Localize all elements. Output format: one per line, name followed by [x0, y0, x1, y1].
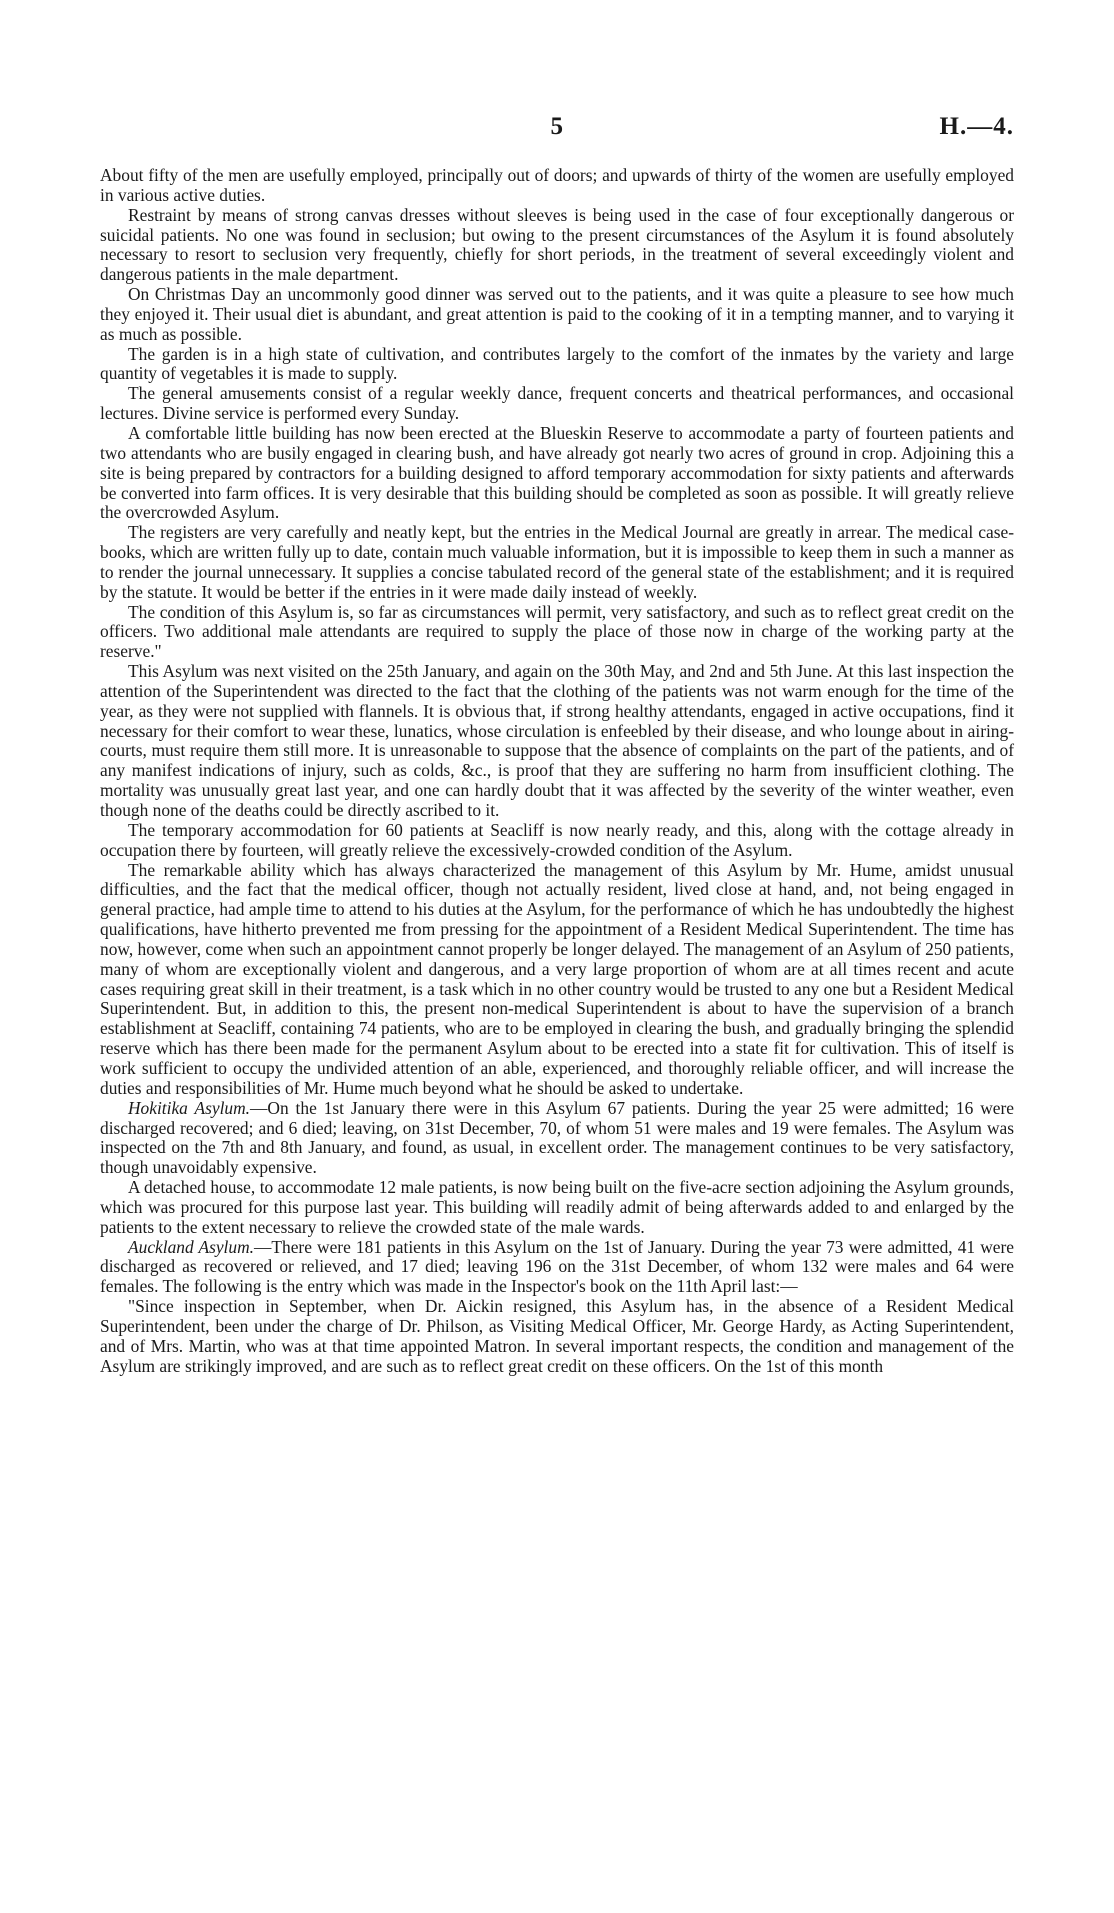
- paragraph-text: "Since inspection in September, when Dr. Aickin resigned, this Asylum has, in the absence of a Resident Medical Superintendent, been under the charge of Dr. Philson, as Visiting Medical Officer, Mr. George Hardy, as Acting Superintendent, and of Mrs. Martin, who was at that time appointed Matron. In several important respects, the condition and management of the Asylum are strikingly improved, and are such as to reflect great credit on these officers. On the 1st of this month: [100, 1296, 1014, 1376]
- paragraph: [100, 861, 1014, 1099]
- paragraph-text: About fifty of the men are usefully employed, principally out of doors; and upwards of thirty of the women are usefully employed in various active duties.: [100, 165, 1014, 205]
- paragraph-text: The remarkable ability which has always characterized the management of this Asylum by Mr. Hume, amidst unusual difficulties, and the fact that the medical officer, though not actually resident, lived close at hand, and, not being engaged in general practice, had ample time to attend to his duties at the Asylum, for the performance of which he has undoubtedly the highest qualifications, have hitherto prevented me from pressing for the appointment of a Resident Medical Superintendent. The time has now, however, come when such an appointment cannot properly be longer delayed. The management of an Asylum of 250 patients, many of whom are exceptionally violent and dangerous, and a very large proportion of whom are at all times recent and acute cases requiring great skill in their treatment, is a task which in no other country would be trusted to any one but a Resident Medical Superintendent. But, in addition to this, the present non-medical Superintendent is about to have the supervision of a branch establishment at Seacliff, containing 74 patients, who are to be employed in clearing the bush, and gradually bringing the splendid reserve which has there been made for the permanent Asylum about to be erected into a state fit for cultivation. This of itself is work sufficient to occupy the undivided attention of an able, experienced, and thoroughly reliable officer, and will increase the duties and responsibilities of Mr. Hume much beyond what he should be asked to undertake.: [100, 859, 1014, 1098]
- paragraph-text: Restraint by means of strong canvas dresses without sleeves is being used in the case of four exceptionally dangerous or suicidal patients. No one was found in seclusion; but owing to the present circumstances of the Asylum it is found absolutely necessary to resort to seclusion very frequently, chiefly for short periods, in the treatment of several exceedingly violent and dangerous patients in the male department.: [100, 204, 1014, 285]
- paragraph-text: This Asylum was next visited on the 25th January, and again on the 30th May, and 2nd and 5th June. At this last inspection the attention of the Superintendent was directed to the fact that the clothing of the patients was not warm enough for the time of the year, as they were not supplied with flannels. It is obvious that, if strong healthy attendants, engaged in active occupations, find it necessary for their comfort to wear these, lunatics, whose circulation is enfeebled by their disease, and who lounge about in airing-courts, must require them still more. It is unreasonable to suppose that the absence of complaints on the part of the patients, and of any manifest indications of injury, such as colds, &c., is proof that they are suffering no harm from insufficient clothing. The mortality was unusually great last year, and one can hardly doubt that it was affected by the severity of the winter weather, even though none of the deaths could be directly ascribed to it.: [100, 661, 1014, 820]
- paragraph: [100, 1178, 1014, 1238]
- paragraph-text: —There were 181 patients in this Asylum on the 1st of January. During the year 73 were admitted, 41 were discharged as recovered or relieved, and 17 died; leaving 196 on the 31st December, of whom 132 were males and 64 were females. The following is the entry which was made in the Inspector's book on the 11th April last:—: [100, 1236, 1014, 1297]
- paragraph: [100, 384, 1014, 424]
- section-lead-label: Auckland Asylum.: [128, 1236, 254, 1257]
- paragraph: [100, 345, 1014, 385]
- paragraph-text: The registers are very carefully and neatly kept, but the entries in the Medical Journal are greatly in arrear. The medical case-books, which are written fully up to date, contain much valuable information, but it is impossible to keep them in such a manner as to render the journal unnecessary. It supplies a concise tabulated record of the general state of the establishment; and it is required by the statute. It would be better if the entries in it were made daily instead of weekly.: [100, 522, 1014, 602]
- paragraph-text: A comfortable little building has now been erected at the Blueskin Reserve to accommodate a party of fourteen patients and two attendants who are busily engaged in clearing bush, and have already got nearly two acres of ground in crop. Adjoining this a site is being prepared by contractors for a building designed to afford temporary accommodation for sixty patients and afterwards be converted into farm offices. It is very desirable that this building should be completed as soon as possible. It will greatly relieve the overcrowded Asylum.: [100, 422, 1014, 523]
- paragraph-text: The general amusements consist of a regular weekly dance, frequent concerts and theatrical performances, and occasional lectures. Divine service is performed every Sunday.: [100, 383, 1014, 424]
- paragraph-text: The garden is in a high state of cultivation, and contributes largely to the comfort of the inmates by the variety and large quantity of vegetables it is made to supply.: [100, 343, 1014, 384]
- paragraph-text: —On the 1st January there were in this Asylum 67 patients. During the year 25 were admitted; 16 were discharged recovered; and 6 died; leaving, on 31st December, 70, of whom 51 were males and 19 were females. The Asylum was inspected on the 7th and 8th January, and found, as usual, in excellent order. The management continues to be very satisfactory, though unavoidably expensive.: [100, 1097, 1014, 1178]
- paragraph: [100, 285, 1014, 345]
- paragraph-hokitika-asylum: [100, 1099, 1014, 1178]
- page-number: 5: [550, 113, 564, 140]
- paragraph: [100, 166, 1014, 206]
- section-lead-label: Hokitika Asylum.: [128, 1097, 251, 1118]
- paragraph-text: A detached house, to accommodate 12 male patients, is now being built on the five-acre section adjoining the Asylum grounds, which was procured for this purpose last year. This building will readily admit of being afterwards added to and enlarged by the patients to the extent necessary to relieve the crowded state of the male wards.: [100, 1177, 1014, 1237]
- document-reference: H.—4.: [939, 113, 1014, 140]
- paragraph: [100, 603, 1014, 663]
- paragraph-text: The condition of this Asylum is, so far as circumstances will permit, very satisfactory, and such as to reflect great credit on the officers. Two additional male attendants are required to supply the place of those now in charge of the working party at the reserve.": [100, 601, 1014, 662]
- paragraph: [100, 1297, 1014, 1376]
- paragraph-auckland-asylum: [100, 1238, 1014, 1298]
- paragraph-text: The temporary accommodation for 60 patients at Seacliff is now nearly ready, and this, along with the cottage already in occupation there by fourteen, will greatly relieve the excessively-crowded condition of the Asylum.: [100, 819, 1014, 860]
- paragraph: [100, 206, 1014, 285]
- paragraph: [100, 821, 1014, 861]
- paragraph: [100, 523, 1014, 602]
- paragraph: [100, 424, 1014, 523]
- paragraph-text: On Christmas Day an uncommonly good dinner was served out to the patients, and it was quite a pleasure to see how much they enjoyed it. Their usual diet is abundant, and great attention is paid to the cooking of it in a tempting manner, and to varying it as much as possible.: [100, 284, 1014, 344]
- paragraph: [100, 662, 1014, 821]
- body-text: [100, 166, 1014, 1376]
